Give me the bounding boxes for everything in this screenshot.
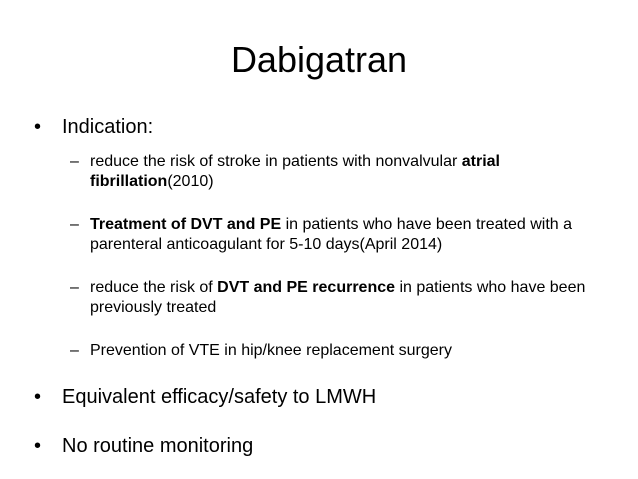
bullet-indication [32, 114, 612, 140]
bullet-text: No routine monitoring [62, 435, 254, 457]
sub-bullet-dash: – [70, 216, 79, 233]
bullet-dot: • [34, 386, 42, 408]
sub-bullet-text: in patients who have been treated with a parenteral anticoagulant for 5-10 days(April 2014) [90, 216, 572, 253]
slide-title: Dabigatran [230, 39, 408, 80]
sub-bullet-vte-prevention [70, 341, 590, 361]
bullet-efficacy [32, 384, 612, 410]
sub-bullet-dash: – [70, 279, 79, 296]
sub-bullet-text: reduce the risk of [90, 279, 218, 296]
sub-bullet-bold-text: atrial fibrillation [90, 153, 500, 190]
bullet-dot: • [34, 116, 42, 138]
bullet-monitoring [32, 433, 612, 459]
sub-bullet-recurrence [70, 278, 590, 318]
sub-bullet-dash: – [70, 342, 79, 359]
bullet-dot: • [34, 435, 42, 457]
bullet-text: Indication: [62, 116, 154, 138]
sub-bullet-dash: – [70, 153, 79, 170]
sub-bullet-treatment-dvt-pe [70, 215, 590, 255]
sub-bullet-text: reduce the risk of stroke in patients with nonvalvular [90, 153, 462, 170]
sub-bullet-bold-text: DVT and PE recurrence [217, 279, 396, 296]
sub-bullet-list [32, 152, 590, 361]
sub-bullet-bold-text: Treatment of DVT and PE [90, 216, 282, 233]
bullet-text: Equivalent efficacy/safety to LMWH [62, 386, 377, 408]
sub-bullet-text: (2010) [167, 173, 214, 190]
sub-bullet-stroke-afib [70, 152, 590, 192]
bullet-list [32, 114, 612, 459]
sub-bullet-text: Prevention of VTE in hip/knee replacement surgery [90, 342, 452, 359]
sub-bullet-text: in patients who have been previously treated [90, 279, 586, 316]
